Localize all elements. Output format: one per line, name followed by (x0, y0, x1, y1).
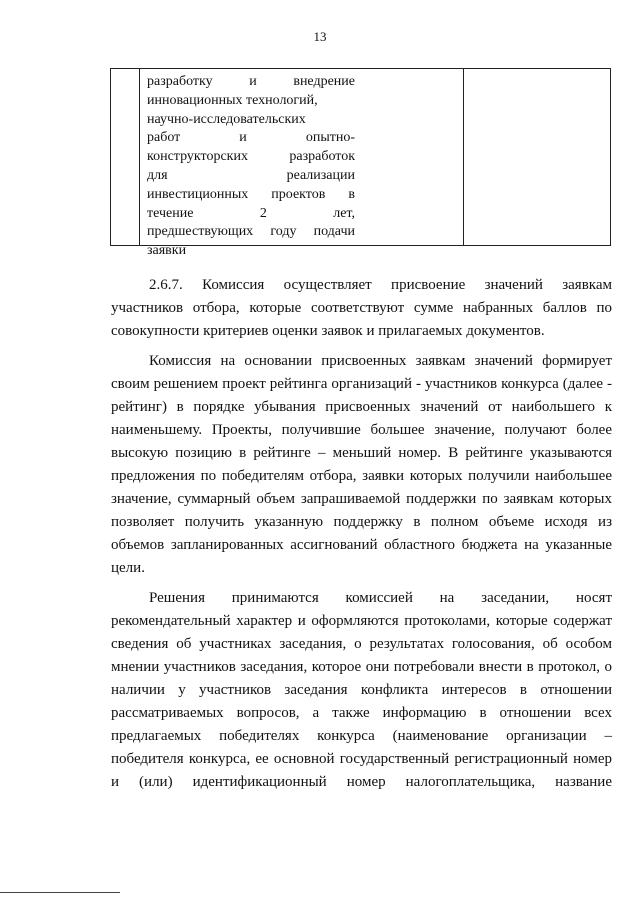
paragraph-line: 2.6.7. Комиссия осуществляет присвоение значений заявкам (149, 277, 612, 293)
paragraph-line: высокую позицию в рейтинге – меньший номер. В рейтинге указываются (111, 445, 612, 461)
paragraph-line: сведения об участниках заседания, о результатах голосования, об особом (111, 636, 612, 652)
table-cell-line: инновационных технологий, (147, 92, 318, 108)
paragraph-line: предложения по победителям отбора, заявки которых получили наибольшее (111, 468, 612, 484)
document-body (111, 274, 612, 794)
paragraph-line: совокупности критериев оценки заявок и прилагаемых документов. (111, 323, 545, 339)
paragraph-rating (111, 350, 612, 580)
paragraph-decisions (111, 587, 612, 794)
table-cell-text (147, 73, 355, 261)
table-cell-line: конструкторских разработок (147, 149, 355, 165)
paragraph-line: рекомендательный характер и оформляются протоколами, которые содержат (111, 613, 612, 629)
table-cell-line: работ и опытно- (147, 130, 355, 146)
paragraph-line: наличии у участников заседания конфликта интересов в отношении (111, 682, 612, 698)
paragraph-line: своим решением проект рейтинга организаций - участников конкурса (далее - (111, 376, 612, 392)
paragraph-line: рассматриваемых вопросов, а также информацию в отношении всех (111, 705, 612, 721)
paragraph-line: Комиссия на основании присвоенных заявкам значений формирует (149, 353, 612, 369)
paragraph-line: цели. (111, 560, 145, 576)
table-cell-line: разработку и внедрение (147, 74, 355, 89)
table-cell-line: для реализации (147, 167, 355, 183)
paragraph-line: и (или) идентификационный номер налогоплательщика, название (111, 774, 612, 790)
table-cell-line: научно-исследовательских (147, 111, 306, 127)
paragraph-line: значение, суммарный объем запрашиваемой поддержки по заявкам которых (111, 491, 612, 507)
paragraph-line: рейтинг) в порядке убывания присвоенных значений от наибольшего к (111, 399, 612, 415)
table-cell-line: заявки (147, 243, 187, 259)
paragraph-line: Решения принимаются комиссией на заседании, носят (149, 590, 612, 606)
criteria-table (110, 68, 611, 259)
table-criteria-cell (139, 69, 464, 259)
paragraph-line: позволяет получить указанную поддержку в полном объеме исходя из (111, 514, 612, 530)
footer-rule (0, 892, 120, 893)
paragraph-line: победителя конкурса, ее основной государственный регистрационный номер (111, 751, 612, 767)
paragraph-2-6-7 (111, 274, 612, 343)
table-index-column (111, 69, 140, 245)
paragraph-line: мнении участников заседания, которое они потребовали внести в протокол, о (111, 659, 612, 675)
table-cell-line: течение 2 лет, (147, 205, 355, 221)
paragraph-line: объемов запланированных ассигнований областного бюджета на указанные (111, 537, 612, 553)
paragraph-line: предлагаемых победителях конкурса (наименование организации – (111, 728, 612, 744)
paragraph-line: участников отбора, которые соответствуют сумме набранных баллов по (111, 300, 612, 316)
page-number: 13 (313, 29, 327, 44)
table-cell-line: предшествующих году подачи (147, 224, 355, 240)
table-cell-line: инвестиционных проектов в (147, 186, 355, 202)
paragraph-line: наименьшему. Проекты, получившие большее значение, получают более (111, 422, 612, 438)
